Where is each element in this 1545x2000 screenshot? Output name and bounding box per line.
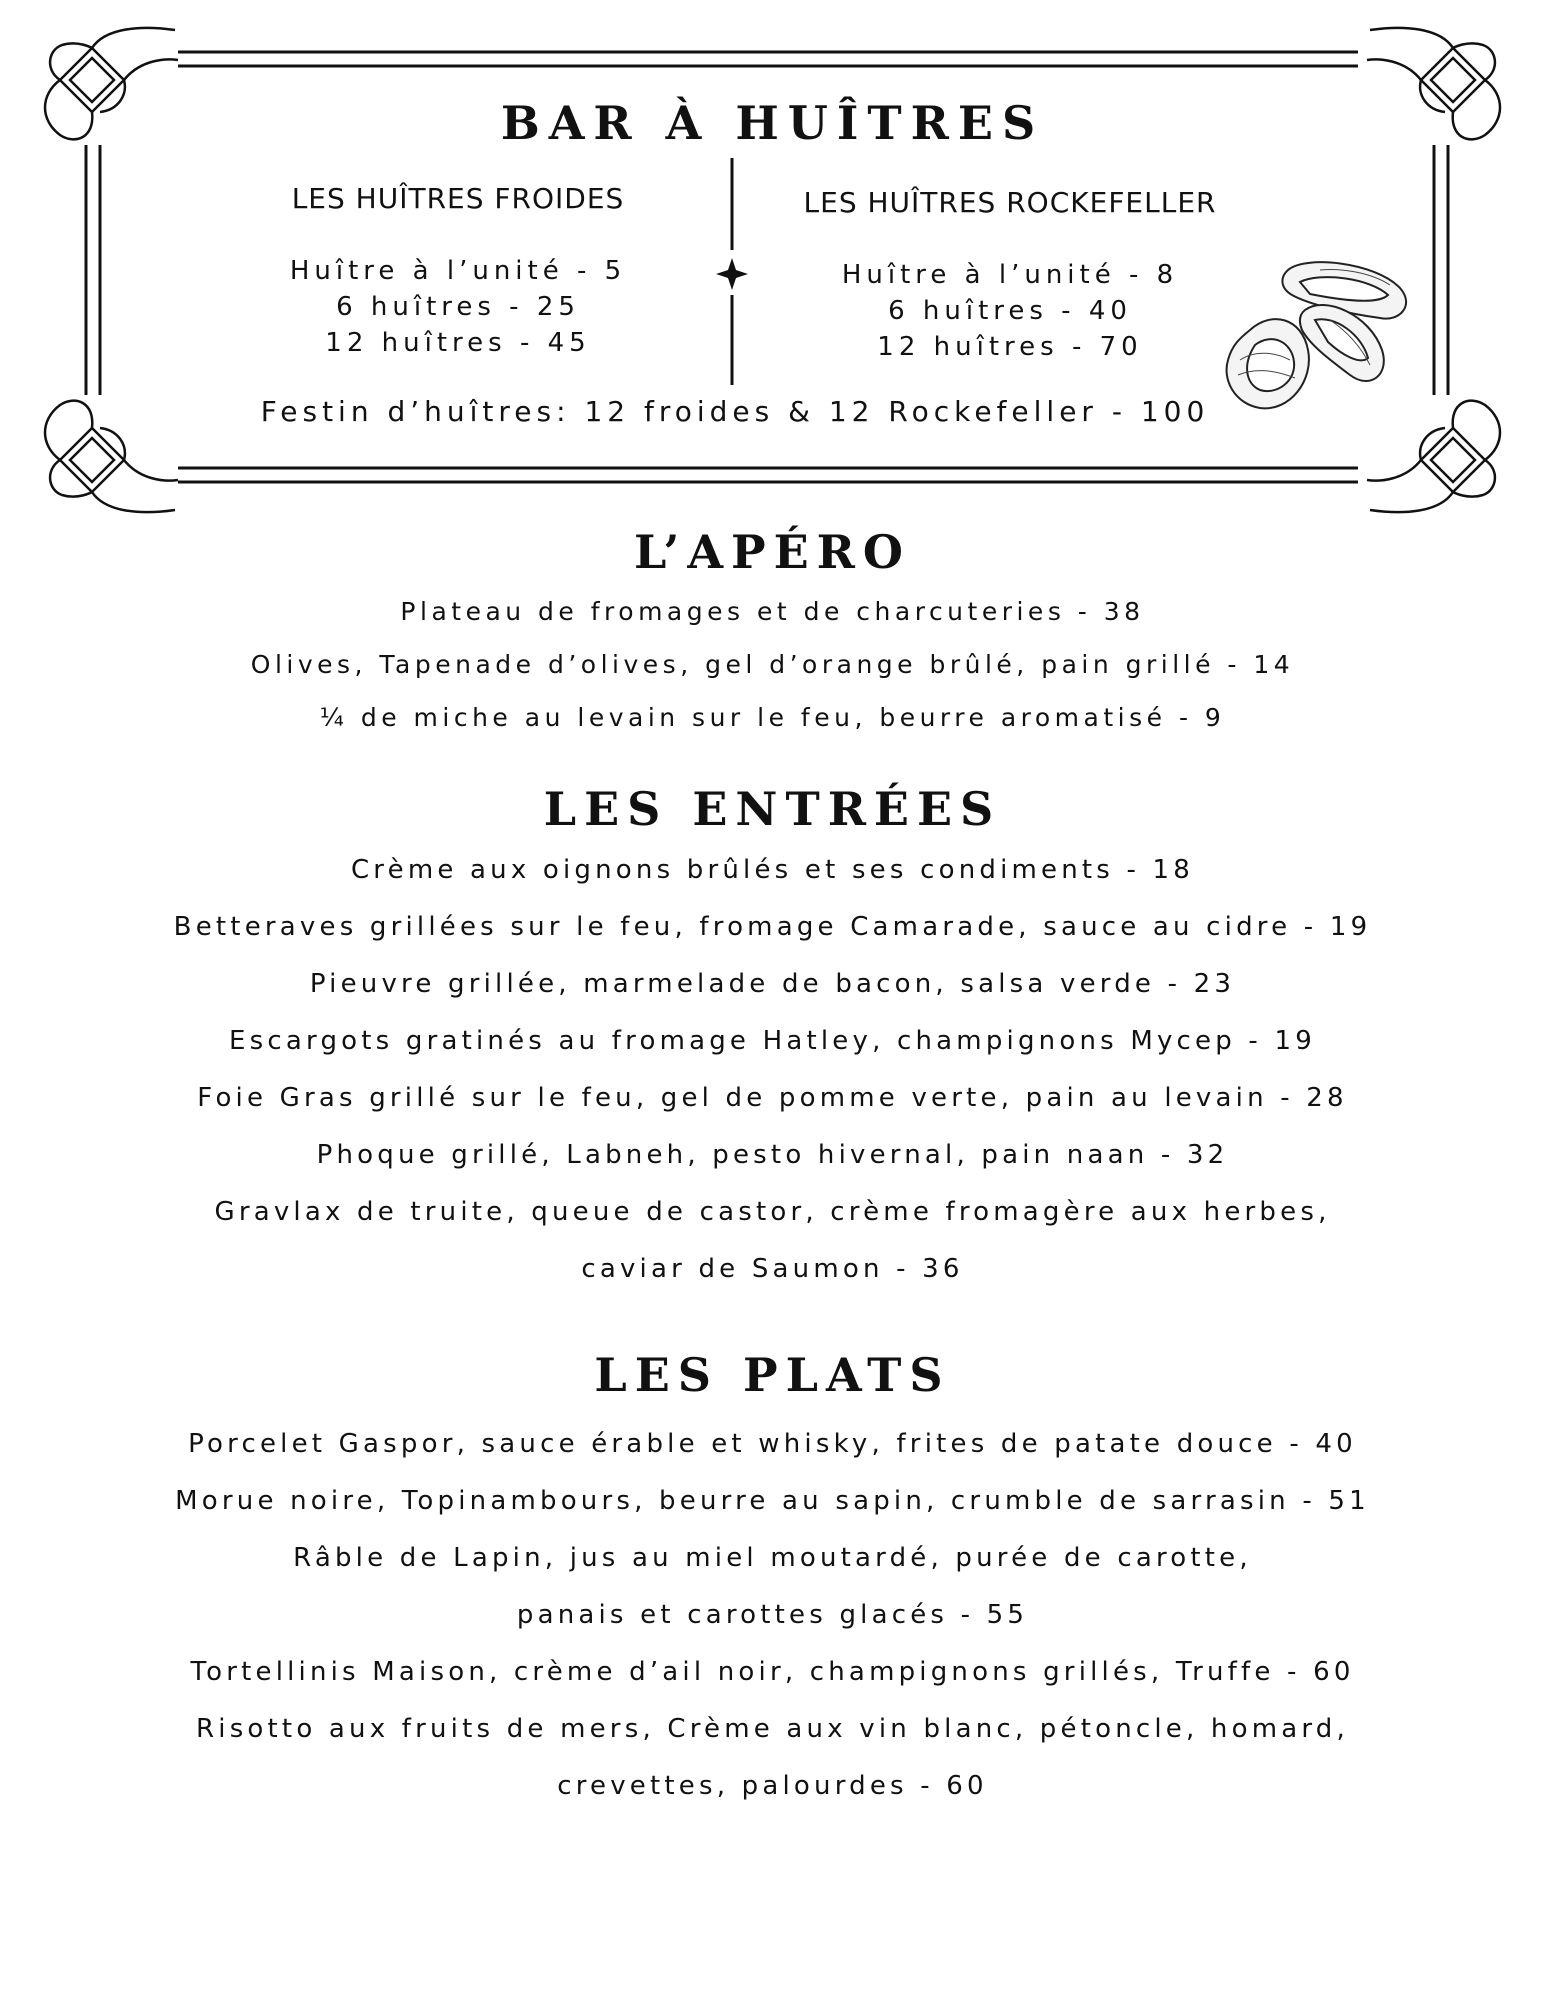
- plat-item-line: Râble de Lapin, jus au miel moutardé, purée de carotte,: [293, 1543, 1252, 1573]
- entree-item-line: caviar de Saumon - 36: [581, 1254, 964, 1284]
- cold-oyster-item: Huître à l’unité - 5: [289, 256, 627, 286]
- oyster-bar-title: BAR À HUÎTRES: [500, 96, 1045, 150]
- entree-item: Pieuvre grillée, marmelade de bacon, salsa verde - 23: [309, 969, 1236, 999]
- plats-section: [0, 1348, 1545, 1815]
- plat-item: Porcelet Gaspor, sauce érable et whisky, frites de patate douce - 40: [188, 1429, 1357, 1459]
- star-icon: [716, 258, 748, 290]
- plat-item-line: crevettes, palourdes - 60: [557, 1771, 988, 1801]
- entree-item: [0, 1184, 1545, 1298]
- entree-item: Crème aux oignons brûlés et ses condiments - 18: [350, 855, 1195, 885]
- rockefeller-heading: LES HUÎTRES ROCKEFELLER: [803, 186, 1217, 219]
- apero-item: Olives, Tapenade d’olives, gel d’orange brûlé, pain grillé - 14: [250, 650, 1295, 679]
- apero-item: Plateau de fromages et de charcuteries - 38: [400, 597, 1145, 626]
- plat-item: Tortellinis Maison, crème d’ail noir, champignons grillés, Truffe - 60: [190, 1657, 1355, 1687]
- apero-item: ¼ de miche au levain sur le feu, beurre aromatisé - 9: [319, 703, 1226, 732]
- entrees-title: LES ENTRÉES: [543, 782, 1002, 836]
- entrees-section: [0, 782, 1545, 1298]
- entree-item: Foie Gras grillé sur le feu, gel de pomme verte, pain au levain - 28: [197, 1083, 1348, 1113]
- cold-oysters-heading: LES HUÎTRES FROIDES: [291, 182, 625, 215]
- cold-oyster-item: 12 huîtres - 45: [325, 328, 591, 358]
- oyster-feast-offer: Festin d’huîtres: 12 froides & 12 Rockefeller - 100: [260, 395, 1210, 428]
- plat-item-line: panais et carottes glacés - 55: [516, 1600, 1029, 1630]
- plat-item: [0, 1701, 1545, 1815]
- entree-item: Phoque grillé, Labneh, pesto hivernal, pain naan - 32: [316, 1140, 1229, 1170]
- plat-item: Morue noire, Topinambours, beurre au sapin, crumble de sarrasin - 51: [175, 1486, 1370, 1516]
- entree-item: Escargots gratinés au fromage Hatley, champignons Mycep - 19: [229, 1026, 1316, 1056]
- rockefeller-item: Huître à l’unité - 8: [841, 260, 1179, 290]
- rockefeller-item: 12 huîtres - 70: [877, 332, 1143, 362]
- plat-item: [0, 1530, 1545, 1644]
- plats-title: LES PLATS: [594, 1348, 951, 1402]
- apero-section: [0, 525, 1545, 744]
- cold-oyster-item: 6 huîtres - 25: [336, 292, 580, 322]
- apero-title: L’APÉRO: [634, 525, 911, 579]
- cold-oysters-column: [248, 182, 668, 361]
- rockefeller-oysters-column: [770, 182, 1250, 365]
- entree-item: Betteraves grillées sur le feu, fromage Camarade, sauce au cidre - 19: [173, 912, 1372, 942]
- plat-item-line: Risotto aux fruits de mers, Crème aux vin blanc, pétoncle, homard,: [196, 1714, 1349, 1744]
- entree-item-line: Gravlax de truite, queue de castor, crème fromagère aux herbes,: [214, 1197, 1331, 1227]
- rockefeller-item: 6 huîtres - 40: [888, 296, 1132, 326]
